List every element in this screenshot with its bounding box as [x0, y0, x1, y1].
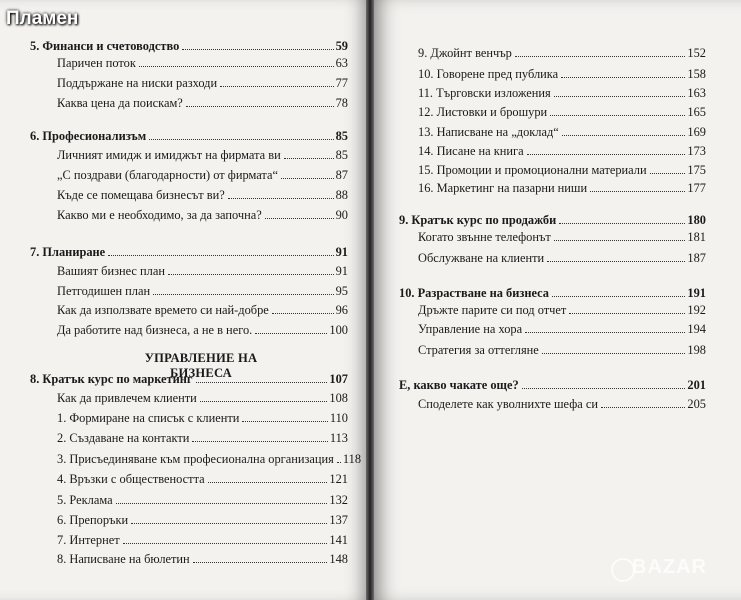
toc-entry — [57, 471, 348, 487]
toc-entry-title: 7. Планиране — [30, 245, 106, 259]
toc-entry-page: 173 — [687, 144, 706, 158]
toc-entry-title: Петгодишен план — [57, 284, 151, 298]
dot-leader — [193, 562, 328, 563]
toc-entry-page: 152 — [687, 46, 706, 60]
toc-entry — [57, 430, 348, 446]
dot-leader — [554, 96, 686, 97]
dot-leader — [562, 135, 686, 136]
toc-entry — [418, 85, 706, 101]
toc-entry — [57, 207, 348, 223]
toc-entry-page: 108 — [329, 391, 348, 405]
dot-leader — [554, 240, 686, 241]
toc-entry — [418, 180, 706, 196]
toc-entry-page: 110 — [329, 411, 348, 425]
toc-entry-title: 11. Търговски изложения — [418, 86, 551, 100]
toc-entry-title: Дръжте парите си под отчет — [418, 303, 567, 317]
toc-entry-page: 177 — [687, 181, 706, 195]
toc-entry — [418, 250, 706, 266]
toc-entry — [418, 321, 706, 337]
toc-entry-page: 107 — [329, 372, 348, 386]
section-heading: УПРАВЛЕНИЕ НА БИЗНЕСА — [144, 351, 258, 380]
dot-leader — [131, 523, 327, 524]
dot-leader — [515, 56, 686, 57]
toc-chapter-entry — [399, 377, 706, 393]
toc-entry — [418, 302, 706, 318]
toc-entry — [418, 104, 706, 120]
toc-entry — [57, 532, 348, 548]
toc-entry-title: Къде се помещава бизнесът ви? — [57, 188, 225, 202]
dot-leader — [255, 333, 327, 334]
toc-entry-page: 91 — [335, 264, 348, 278]
dot-leader — [168, 274, 334, 275]
toc-entry-page: 201 — [687, 378, 706, 392]
toc-entry — [57, 283, 348, 299]
toc-entry-title: 3. Присъединяване към професионална организация — [57, 452, 334, 466]
toc-entry-page: 175 — [687, 163, 706, 177]
toc-entry-title: Да работите над бизнеса, а не в него. — [57, 323, 253, 337]
dot-leader — [522, 388, 686, 389]
dot-leader — [569, 313, 685, 314]
toc-entry-title: 9. Джойнт венчър — [418, 46, 512, 60]
dot-leader — [123, 543, 328, 544]
toc-entry-page: 88 — [335, 188, 348, 202]
dot-leader — [220, 86, 334, 87]
dot-leader — [196, 382, 328, 383]
toc-entry-title: Паричен поток — [57, 56, 136, 70]
dot-leader — [208, 482, 328, 483]
toc-entry-title: 10. Говорене пред публика — [418, 67, 559, 81]
toc-chapter-entry — [30, 244, 348, 260]
dot-leader — [284, 158, 334, 159]
toc-entry — [57, 167, 348, 183]
watermark: BAZAR — [632, 556, 707, 578]
toc-entry-page: 141 — [329, 533, 348, 547]
toc-entry-page: 198 — [687, 343, 706, 357]
toc-chapter-entry — [399, 285, 706, 301]
toc-entry-title: 12. Листовки и брошури — [418, 105, 548, 119]
toc-entry — [57, 390, 348, 406]
toc-entry-title: 6. Професионализъм — [30, 129, 147, 143]
toc-entry-page: 85 — [335, 148, 348, 162]
toc-entry-title: 4. Връзки с обществеността — [57, 472, 205, 486]
toc-entry-page: 59 — [335, 39, 348, 53]
toc-entry-page: 158 — [687, 67, 706, 81]
toc-entry-page: 132 — [329, 493, 348, 507]
dot-leader — [525, 332, 685, 333]
dot-leader — [272, 313, 334, 314]
toc-chapter-entry — [30, 38, 348, 54]
dot-leader — [108, 255, 333, 256]
toc-entry-title: 16. Маркетинг на пазарни ниши — [418, 181, 588, 195]
toc-entry — [57, 263, 348, 279]
dot-leader — [192, 441, 327, 442]
toc-entry — [57, 512, 348, 528]
toc-entry-page: 163 — [687, 86, 706, 100]
toc-entry — [57, 451, 362, 467]
toc-entry — [57, 75, 348, 91]
toc-entry-title: Вашият бизнес план — [57, 264, 165, 278]
toc-entry-title: Личният имидж и имиджът на фирмата ви — [57, 148, 281, 162]
toc-chapter-entry — [30, 371, 348, 387]
dot-leader — [650, 173, 686, 174]
toc-entry-title: Поддържане на ниски разходи — [57, 76, 218, 90]
toc-entry — [57, 551, 348, 567]
seller-name: Пламен — [6, 8, 79, 29]
toc-chapter-entry — [399, 212, 706, 228]
toc-entry-page: 192 — [687, 303, 706, 317]
toc-entry — [418, 124, 706, 140]
dot-leader — [601, 407, 685, 408]
toc-entry-page: 113 — [329, 431, 348, 445]
toc-entry-title: „С поздрави (благодарности) от фирмата“ — [57, 168, 278, 182]
toc-entry-page: 118 — [342, 452, 362, 466]
toc-entry-title: 5. Финанси и счетоводство — [30, 39, 180, 53]
toc-entry-title: 2. Създаване на контакти — [57, 431, 190, 445]
toc-entry — [418, 229, 706, 245]
dot-leader — [281, 178, 334, 179]
toc-entry-page: 165 — [687, 105, 706, 119]
toc-entry-title: 8. Написване на бюлетин — [57, 552, 190, 566]
toc-entry-page: 121 — [329, 472, 348, 486]
toc-entry — [57, 322, 348, 338]
toc-entry-title: Обслужване на клиенти — [418, 251, 545, 265]
toc-entry-title: Стратегия за оттегляне — [418, 343, 539, 357]
toc-entry-title: 8. Кратък курс по маркетинг — [30, 372, 193, 386]
toc-entry-page: 78 — [335, 96, 348, 110]
toc-entry-title: Каква цена да поискам? — [57, 96, 183, 110]
toc-entry-page: 180 — [687, 213, 706, 227]
toc-entry-title: 5. Реклама — [57, 493, 113, 507]
dot-leader — [590, 191, 685, 192]
toc-entry-page: 77 — [335, 76, 348, 90]
book-spine — [366, 0, 374, 600]
toc-entry-title: Как да използвате времето си най-добре — [57, 303, 269, 317]
dot-leader — [265, 218, 334, 219]
dot-leader — [242, 421, 327, 422]
toc-entry-title: 7. Интернет — [57, 533, 120, 547]
toc-entry — [418, 143, 706, 159]
toc-entry — [418, 162, 706, 178]
dot-leader — [186, 106, 334, 107]
dot-leader — [559, 223, 685, 224]
dot-leader — [149, 139, 333, 140]
toc-entry-title: Споделете как уволнихте шефа си — [418, 397, 598, 411]
toc-entry-page: 96 — [335, 303, 348, 317]
dot-leader — [116, 503, 328, 504]
toc-entry-title: 14. Писане на книга — [418, 144, 524, 158]
toc-entry-title: Какво ми е необходимо, за да започна? — [57, 208, 262, 222]
toc-entry — [418, 342, 706, 358]
toc-entry — [57, 410, 348, 426]
toc-entry-page: 181 — [687, 230, 706, 244]
toc-entry-title: Как да привлечем клиенти — [57, 391, 197, 405]
toc-entry-page: 205 — [687, 397, 706, 411]
toc-entry-page: 169 — [687, 125, 706, 139]
toc-entry — [57, 147, 348, 163]
dot-leader — [200, 401, 328, 402]
dot-leader — [542, 353, 686, 354]
toc-entry-title: 13. Написване на „доклад“ — [418, 125, 559, 139]
toc-entry — [57, 55, 348, 71]
dot-leader — [153, 294, 333, 295]
toc-entry-page: 187 — [687, 251, 706, 265]
toc-entry-page: 137 — [329, 513, 348, 527]
toc-entry-page: 91 — [335, 245, 348, 259]
dot-leader — [527, 154, 686, 155]
toc-entry — [57, 187, 348, 203]
toc-entry-page: 95 — [335, 284, 348, 298]
toc-entry — [57, 95, 348, 111]
toc-entry-title: 15. Промоции и промоционални материали — [418, 163, 647, 177]
toc-entry-page: 194 — [687, 322, 706, 336]
toc-entry-title: Е, какво чакате още? — [399, 378, 519, 392]
dot-leader — [337, 462, 341, 463]
toc-entry-page: 100 — [329, 323, 348, 337]
dot-leader — [547, 261, 685, 262]
toc-entry-title: 10. Разрастване на бизнеса — [399, 286, 550, 300]
toc-entry — [418, 66, 706, 82]
toc-entry — [418, 45, 706, 61]
dot-leader — [182, 49, 333, 50]
dot-leader — [561, 77, 685, 78]
toc-entry-title: 1. Формиране на списък с клиенти — [57, 411, 240, 425]
dot-leader — [550, 115, 685, 116]
toc-entry-title: 6. Препоръки — [57, 513, 129, 527]
toc-entry-page: 63 — [335, 56, 348, 70]
toc-entry-title: Когато звънне телефонът — [418, 230, 551, 244]
toc-entry-page: 148 — [329, 552, 348, 566]
dot-leader — [139, 66, 334, 67]
dot-leader — [228, 198, 334, 199]
toc-entry-page: 87 — [335, 168, 348, 182]
toc-entry — [57, 302, 348, 318]
toc-entry — [418, 396, 706, 412]
toc-entry — [57, 492, 348, 508]
dot-leader — [552, 296, 685, 297]
toc-entry-title: Управление на хора — [418, 322, 523, 336]
toc-chapter-entry — [30, 128, 348, 144]
toc-entry-title: 9. Кратък курс по продажби — [399, 213, 557, 227]
toc-entry-page: 85 — [335, 129, 348, 143]
toc-entry-page: 191 — [687, 286, 706, 300]
toc-entry-page: 90 — [335, 208, 348, 222]
